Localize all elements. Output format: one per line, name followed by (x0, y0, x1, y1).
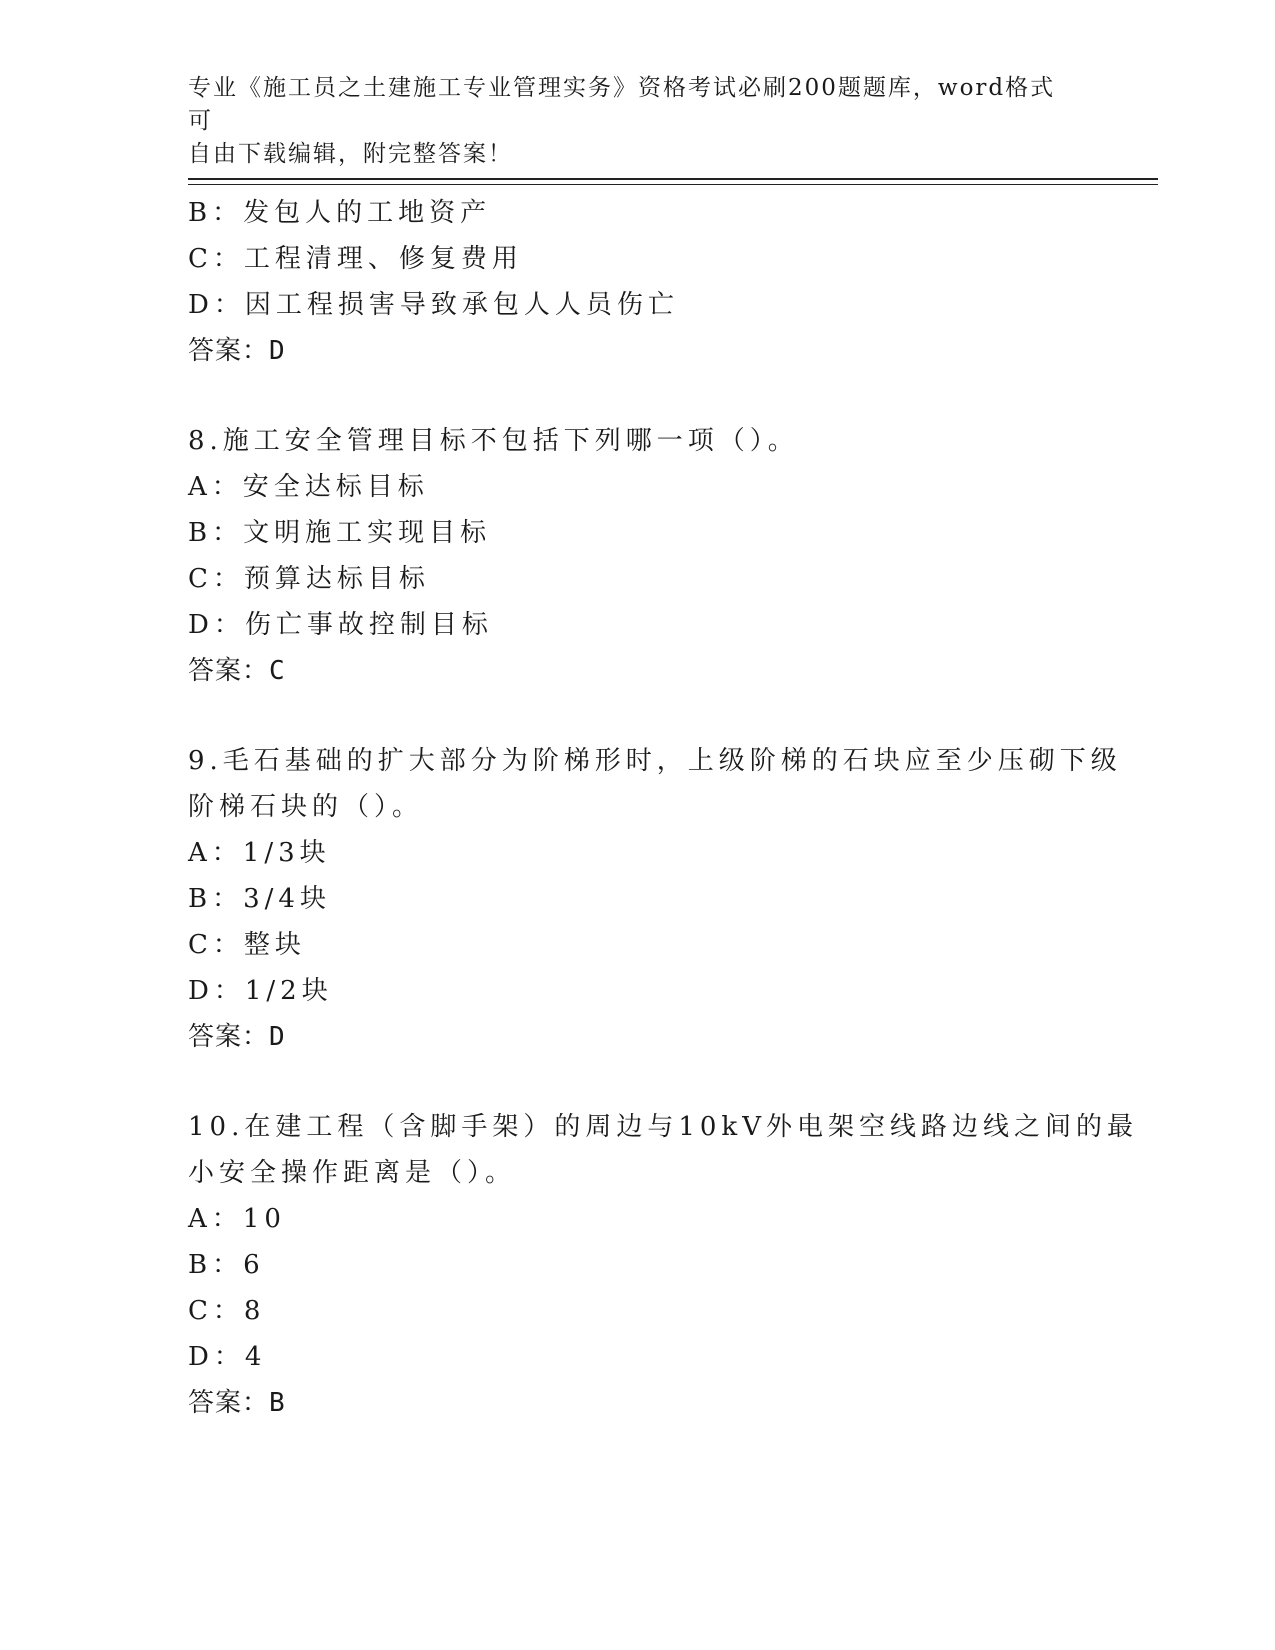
question-8 (188, 418, 1068, 694)
answer-line: 答案：D (188, 1022, 286, 1052)
answer-line: 答案：B (188, 1388, 286, 1418)
question-stem-line-1: 9.毛石基础的扩大部分为阶梯形时，上级阶梯的石块应至少压砌下级 (188, 746, 1122, 776)
question-stem-line-1: 10.在建工程（含脚手架）的周边与10kV外电架空线路边线之间的最 (188, 1112, 1138, 1142)
option-a: A：1/3块 (188, 838, 331, 868)
option-d: D：伤亡事故控制目标 (188, 610, 493, 640)
question-stem: 8.施工安全管理目标不包括下列哪一项（）。 (188, 426, 799, 456)
header-rule-thick (188, 178, 1158, 180)
question-stem-line-2: 小安全操作距离是（）。 (188, 1158, 517, 1188)
option-c: C：工程清理、修复费用 (188, 244, 523, 274)
question-7 (188, 190, 1068, 374)
option-d: D：4 (188, 1342, 267, 1372)
option-b: B：6 (188, 1250, 265, 1280)
question-stem-line-2: 阶梯石块的（）。 (188, 792, 424, 822)
spacer (188, 1060, 1068, 1104)
option-a: A：10 (188, 1204, 286, 1234)
option-d: D：1/2块 (188, 976, 333, 1006)
option-a: A：安全达标目标 (188, 472, 429, 502)
spacer (188, 694, 1068, 738)
document-header (188, 72, 1068, 171)
header-line-2: 自由下载编辑，附完整答案！ (188, 141, 513, 167)
question-list (188, 190, 1138, 1426)
option-b: B：文明施工实现目标 (188, 518, 492, 548)
option-d: D：因工程损害导致承包人人员伤亡 (188, 290, 679, 320)
option-b: B：发包人的工地资产 (188, 198, 492, 228)
option-c: C：8 (188, 1296, 266, 1326)
question-9 (188, 738, 1122, 1060)
option-c: C：预算达标目标 (188, 564, 430, 594)
question-10 (188, 1104, 1138, 1426)
answer-line: 答案：C (188, 656, 286, 686)
header-rule-thin (188, 184, 1158, 185)
option-b: B：3/4块 (188, 884, 331, 914)
spacer (188, 374, 1068, 418)
header-line-1: 专业《施工员之土建施工专业管理实务》资格考试必刷200题题库，word格式可 (188, 75, 1056, 134)
option-c: C：整块 (188, 930, 306, 960)
answer-line: 答案：D (188, 336, 286, 366)
